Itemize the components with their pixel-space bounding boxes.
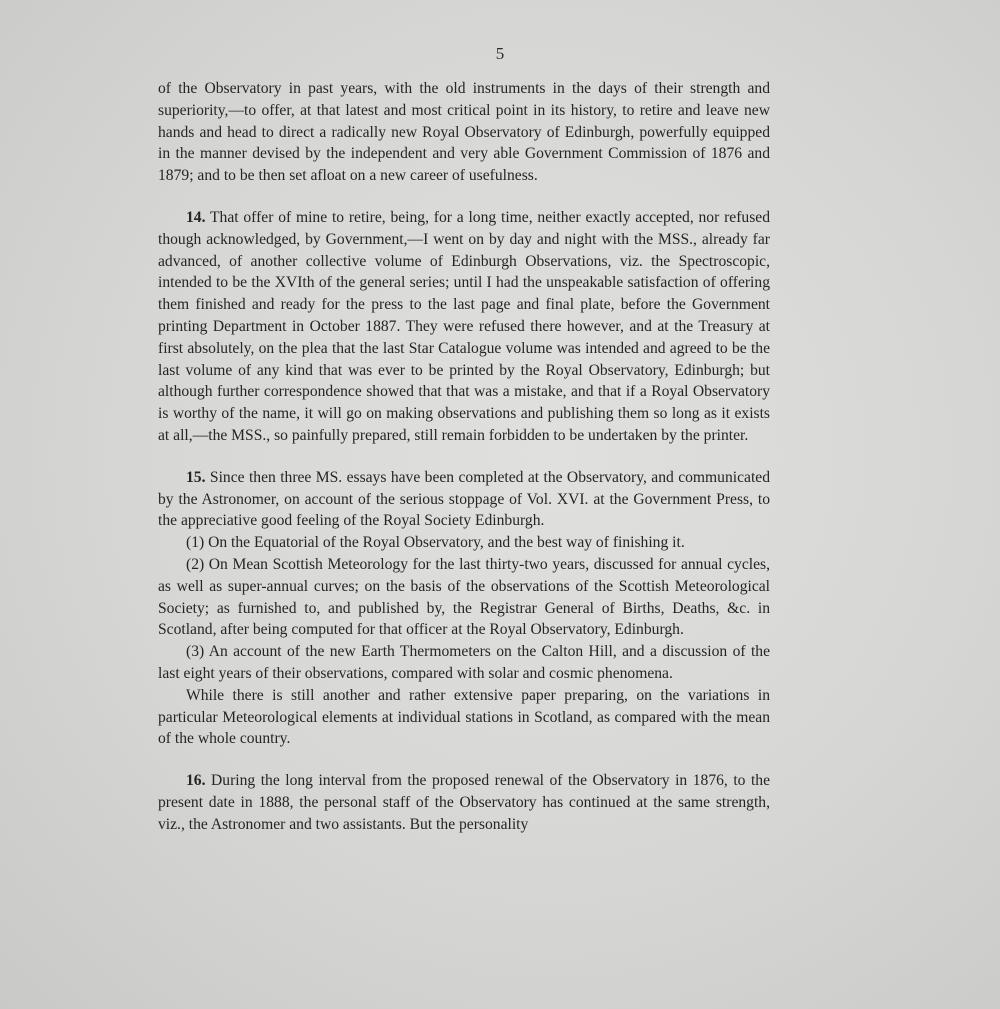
paragraph-number: 16.	[186, 772, 206, 790]
paragraph-continuation: of the Observatory in past years, with the old instruments in the days of their strength and superiority,—to offer, at that latest and most critical point in its history, to retire and leave new hands and head to direct a radically new Royal Observatory of Edinburgh, powerfully equipped in the manner devised by the independent and very able Government Commission of 1876 and 1879; and to be then set afloat on a new career of usefulness.	[158, 80, 770, 185]
paragraph-additional-paper: While there is still another and rather extensive paper preparing, on the variations in particular Meteorological elements at individual stations in Scotland, as compared with the mean of the whole country.	[158, 686, 770, 748]
list-item-3: (3) An account of the new Earth Thermometers on the Calton Hill, and a discussion of the last eight years of their observations, compared with solar and cosmic phenomena.	[158, 643, 770, 682]
paragraph-16	[158, 770, 770, 835]
paragraph-14	[158, 207, 770, 447]
page-number: 5	[495, 44, 505, 63]
paragraph-number: 15.	[186, 468, 206, 486]
paragraph-text: Since then three MS. essays have been completed at the Observatory, and communicated by the Astronomer, on account of the serious stoppage of Vol. XVI. at the Government Press, to the appreciative good feeling of the Royal Society Edinburgh.	[158, 468, 770, 530]
body-text	[158, 78, 770, 836]
paragraph-number: 14.	[186, 208, 206, 226]
list-item-1: (1) On the Equatorial of the Royal Observatory, and the best way of finishing it.	[186, 534, 685, 552]
paragraph-15	[158, 467, 770, 532]
paragraph-text: That offer of mine to retire, being, for a long time, neither exactly accepted, nor refused though acknowledged, by Government,—I went on by day and night with the MSS., already far advanced, of another collective volume of Edinburgh Observations, viz. the Spectroscopic, intended to be the XVIth of the general series; until I had the unspeakable satisfaction of offering them finished and ready for the press to the last page and final plate, before the Government printing Department in October 1887. They were refused there however, and at the Treasury at first absolutely, on the plea that the last Star Catalogue volume was intended and agreed to be the last volume of any kind that was ever to be printed by the Royal Observatory, Edinburgh; but although further correspondence showed that that was a mistake, and that if a Royal Observatory is worthy of the name, it will go on making observations and publishing them so long as it exists at all,—the MSS., so painfully prepared, still remain forbidden to be undertaken by the printer.	[158, 208, 770, 444]
list-item-2: (2) On Mean Scottish Meteorology for the last thirty-two years, discussed for annual cycles, as well as super-annual curves; on the basis of the observations of the Scottish Meteorological Society; as furnished to, and published by, the Registrar General of Births, Deaths, &c. in Scotland, after being computed for that officer at the Royal Observatory, Edinburgh.	[158, 555, 770, 639]
paragraph-text: During the long interval from the proposed renewal of the Observatory in 1876, to the present date in 1888, the personal staff of the Observatory has continued at the same strength, viz., the Astronomer and two assistants. But the personality	[158, 772, 771, 833]
